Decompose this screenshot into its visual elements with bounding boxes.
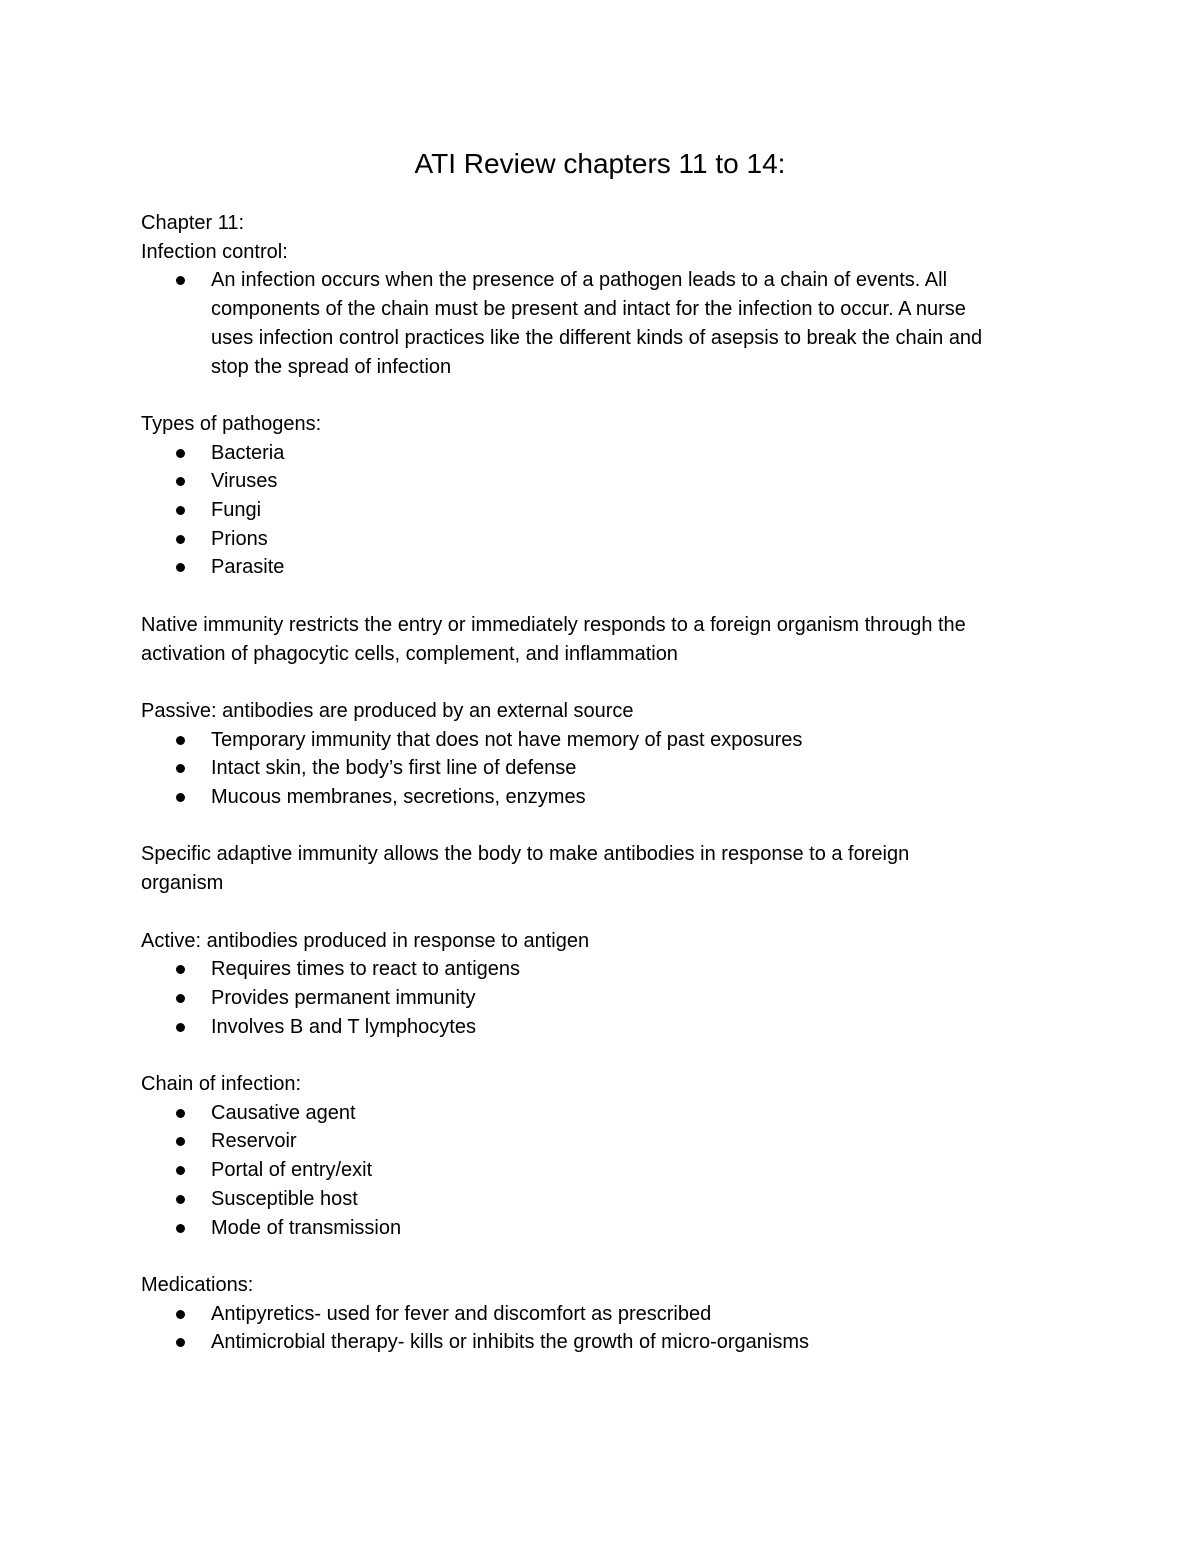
active-heading: Active: antibodies produced in response to antigen bbox=[141, 929, 590, 952]
list-item-text: Provides permanent immunity bbox=[211, 986, 476, 1009]
list-item-text: Antipyretics- used for fever and discomfort as prescribed bbox=[211, 1302, 712, 1325]
list-item bbox=[141, 496, 1061, 525]
bullet-icon bbox=[176, 1109, 185, 1118]
bullet-icon bbox=[176, 449, 185, 458]
bullet-icon bbox=[176, 965, 185, 974]
document-title: ATI Review chapters 11 to 14: bbox=[414, 148, 786, 179]
bullet-icon bbox=[176, 535, 185, 544]
specific-adaptive-line: organism bbox=[141, 872, 224, 895]
list-item-line: stop the spread of infection bbox=[211, 355, 452, 378]
list-item-text: Antimicrobial therapy- kills or inhibits the growth of micro-organisms bbox=[211, 1331, 809, 1354]
list-item bbox=[141, 553, 1061, 582]
pathogens-list bbox=[141, 439, 1061, 583]
list-item bbox=[141, 783, 1061, 812]
bullet-icon bbox=[176, 1195, 185, 1204]
specific-adaptive-line: Specific adaptive immunity allows the body to make antibodies in response to a foreign bbox=[141, 843, 910, 866]
list-item bbox=[141, 1013, 1061, 1042]
medications-list bbox=[141, 1300, 1061, 1357]
medications-heading: Medications: bbox=[141, 1273, 254, 1296]
list-item bbox=[141, 1156, 1061, 1185]
list-item bbox=[141, 1214, 1061, 1243]
bullet-icon bbox=[176, 764, 185, 773]
bullet-icon bbox=[176, 477, 185, 486]
list-item bbox=[141, 1099, 1061, 1128]
document-body bbox=[141, 209, 1061, 1357]
list-item-text: Involves B and T lymphocytes bbox=[211, 1015, 476, 1038]
list-item-text: Bacteria bbox=[211, 441, 285, 464]
list-item-text: Mode of transmission bbox=[211, 1216, 402, 1239]
list-item-text: Susceptible host bbox=[211, 1187, 358, 1210]
passive-list bbox=[141, 726, 1061, 812]
bullet-icon bbox=[176, 994, 185, 1003]
bullet-icon bbox=[176, 736, 185, 745]
list-item bbox=[141, 1328, 1061, 1357]
chain-of-infection-list bbox=[141, 1099, 1061, 1243]
pathogens-heading: Types of pathogens: bbox=[141, 412, 322, 435]
list-item bbox=[141, 955, 1061, 984]
list-item bbox=[141, 754, 1061, 783]
list-item-line: components of the chain must be present and intact for the infection to occur. A nurse bbox=[211, 298, 966, 321]
infection-control-list bbox=[141, 266, 1061, 381]
bullet-icon bbox=[176, 1310, 185, 1319]
bullet-icon bbox=[176, 1338, 185, 1347]
bullet-icon bbox=[176, 1166, 185, 1175]
bullet-icon bbox=[176, 276, 185, 285]
bullet-icon bbox=[176, 1137, 185, 1146]
list-item-text: Reservoir bbox=[211, 1130, 297, 1153]
list-item-text: Viruses bbox=[211, 470, 278, 493]
list-item-text: Causative agent bbox=[211, 1101, 356, 1124]
active-list bbox=[141, 955, 1061, 1041]
list-item-text: Parasite bbox=[211, 556, 285, 579]
chapter-heading: Chapter 11: bbox=[141, 212, 245, 234]
list-item-text: Portal of entry/exit bbox=[211, 1159, 373, 1182]
bullet-icon bbox=[176, 506, 185, 515]
list-item bbox=[141, 984, 1061, 1013]
native-immunity-line: Native immunity restricts the entry or immediately responds to a foreign organism through the bbox=[141, 613, 966, 636]
list-item bbox=[141, 467, 1061, 496]
list-item bbox=[141, 726, 1061, 755]
list-item bbox=[141, 1185, 1061, 1214]
list-item-line: An infection occurs when the presence of a pathogen leads to a chain of events. All bbox=[211, 269, 948, 292]
list-item-text: Requires times to react to antigens bbox=[211, 958, 521, 981]
list-item-text: Fungi bbox=[211, 499, 262, 522]
list-item-line: uses infection control practices like the different kinds of asepsis to break the chain and bbox=[211, 326, 983, 349]
bullet-icon bbox=[176, 563, 185, 572]
list-item bbox=[141, 525, 1061, 554]
passive-heading: Passive: antibodies are produced by an external source bbox=[141, 699, 634, 722]
infection-control-heading: Infection control: bbox=[141, 240, 288, 263]
list-item bbox=[141, 1300, 1061, 1329]
list-item bbox=[141, 1127, 1061, 1156]
chain-of-infection-heading: Chain of infection: bbox=[141, 1073, 302, 1095]
native-immunity-line: activation of phagocytic cells, complement, and inflammation bbox=[141, 642, 678, 665]
bullet-icon bbox=[176, 1224, 185, 1233]
list-item-text: Intact skin, the body’s first line of defense bbox=[211, 757, 577, 780]
list-item-text: Prions bbox=[211, 527, 268, 550]
list-item bbox=[141, 266, 1061, 381]
list-item-text: Mucous membranes, secretions, enzymes bbox=[211, 786, 586, 809]
list-item bbox=[141, 439, 1061, 468]
bullet-icon bbox=[176, 793, 185, 802]
bullet-icon bbox=[176, 1023, 185, 1032]
list-item-text: Temporary immunity that does not have memory of past exposures bbox=[211, 728, 803, 751]
